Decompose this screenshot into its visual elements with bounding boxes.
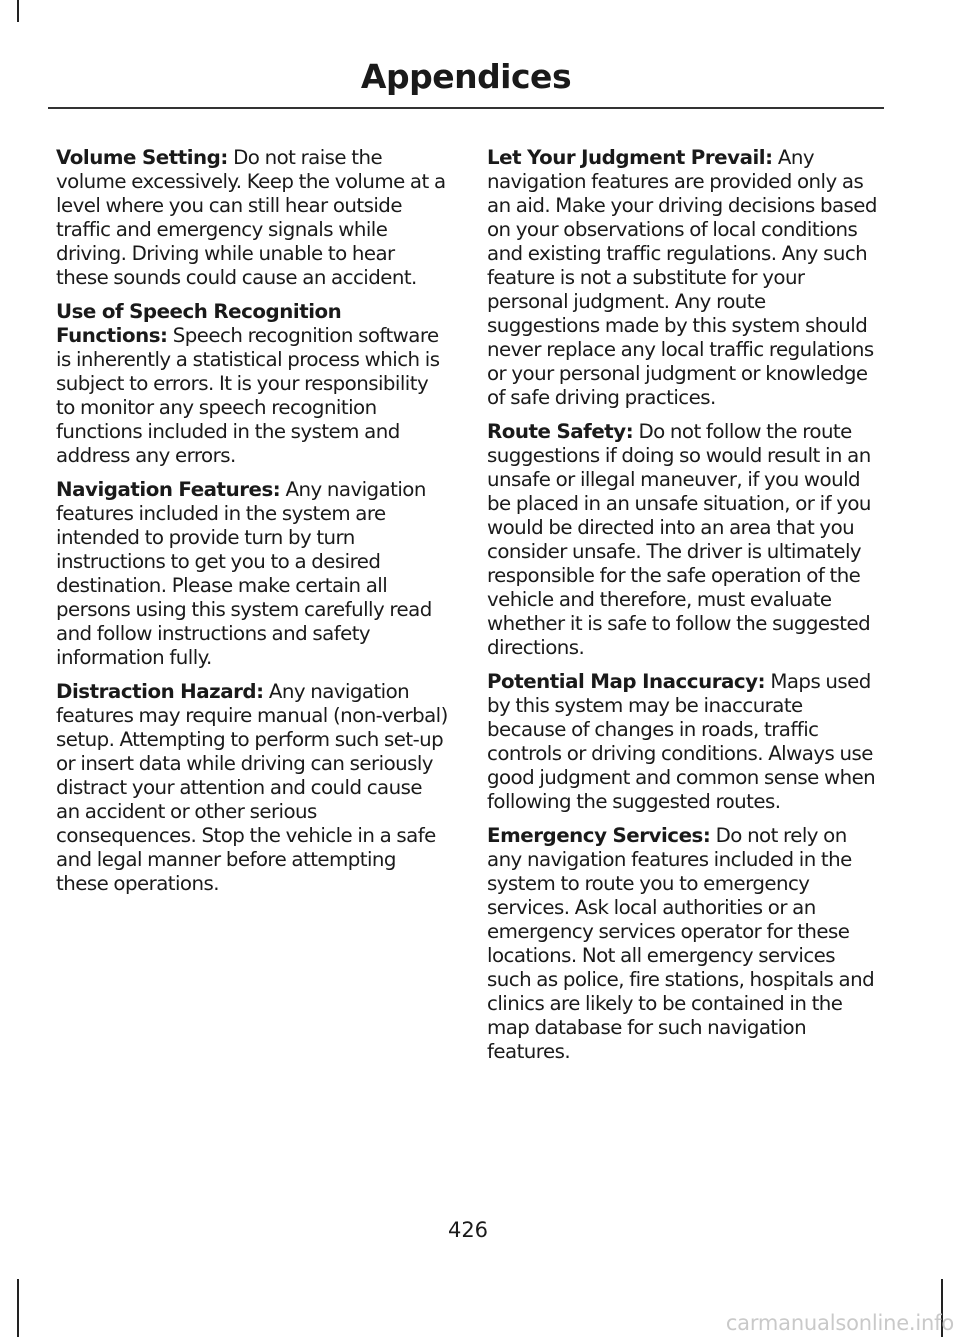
- paragraph-distraction-hazard: [56, 680, 448, 896]
- text-route-safety: Do not follow the route suggestions if doing so would result in an unsafe or illegal maneuver, if you would be placed in an unsafe situation, or if you would be directed into an area that you consider unsafe. The driver is ultimately responsible for the safe operation of the vehicle and therefore, must evaluate whether it is safe to follow the suggested directions.: [487, 420, 871, 659]
- paragraph-let-your-judgment-prevail: [487, 146, 879, 410]
- crop-mark-top-left-vertical: [17, 0, 19, 22]
- watermark-text: carmanualsonline.info: [725, 1311, 954, 1335]
- page-title: Appendices: [360, 57, 572, 96]
- term-let-your-judgment-prevail: Let Your Judgment Prevail:: [487, 146, 773, 169]
- term-speech-recognition: Use of Speech Recognition Functions:: [56, 300, 342, 347]
- paragraph-potential-map-inaccuracy: [487, 670, 879, 814]
- text-emergency-services: Do not rely on any navigation features included in the system to route you to emergency services. Ask local authorities or an emergency services operator for these locations. Not all emergency services such as police, fire stations, hospitals and clinics are likely to be contained in the map database for such navigation features.: [487, 824, 875, 1063]
- term-navigation-features: Navigation Features:: [56, 478, 281, 501]
- term-route-safety: Route Safety:: [487, 420, 634, 443]
- paragraph-volume-setting: [56, 146, 448, 290]
- page-number: 426: [447, 1218, 489, 1242]
- text-navigation-features: Any navigation features included in the system are intended to provide turn by turn instructions to get you to a desired destination. Please make certain all persons using this system carefully read and follow instructions and safety information fully.: [56, 478, 432, 669]
- title-divider: [48, 107, 884, 109]
- left-column: [56, 146, 448, 906]
- term-distraction-hazard: Distraction Hazard:: [56, 680, 264, 703]
- text-let-your-judgment-prevail: Any navigation features are provided only as an aid. Make your driving decisions based on your observations of local conditions and existing traffic regulations. Any such feature is not a substitute for your personal judgment. Any route suggestions made by this system should never replace any local traffic regulations or your personal judgment or knowledge of safe driving practices.: [487, 146, 877, 409]
- term-emergency-services: Emergency Services:: [487, 824, 711, 847]
- paragraph-emergency-services: [487, 824, 879, 1064]
- text-potential-map-inaccuracy: Maps used by this system may be inaccurate because of changes in roads, traffic controls or driving conditions. Always use good judgment and common sense when following the suggested routes.: [487, 670, 876, 813]
- paragraph-navigation-features: [56, 478, 448, 670]
- text-speech-recognition: Speech recognition software is inherently a statistical process which is subject to errors. It is your responsibility to monitor any speech recognition functions included in the system and address any errors.: [56, 324, 440, 467]
- term-volume-setting: Volume Setting:: [56, 146, 228, 169]
- crop-mark-bottom-left-vertical: [17, 1279, 19, 1337]
- paragraph-speech-recognition: [56, 300, 448, 468]
- term-potential-map-inaccuracy: Potential Map Inaccuracy:: [487, 670, 766, 693]
- text-volume-setting: Do not raise the volume excessively. Keep the volume at a level where you can still hear outside traffic and emergency signals while driving. Driving while unable to hear these sounds could cause an accident.: [56, 146, 446, 289]
- paragraph-route-safety: [487, 420, 879, 660]
- text-distraction-hazard: Any navigation features may require manual (non-verbal) setup. Attempting to perform such set-up or insert data while driving can seriously distract your attention and could cause an accident or other serious consequences. Stop the vehicle in a safe and legal manner before attempting these operations.: [56, 680, 448, 895]
- right-column: [487, 146, 879, 1074]
